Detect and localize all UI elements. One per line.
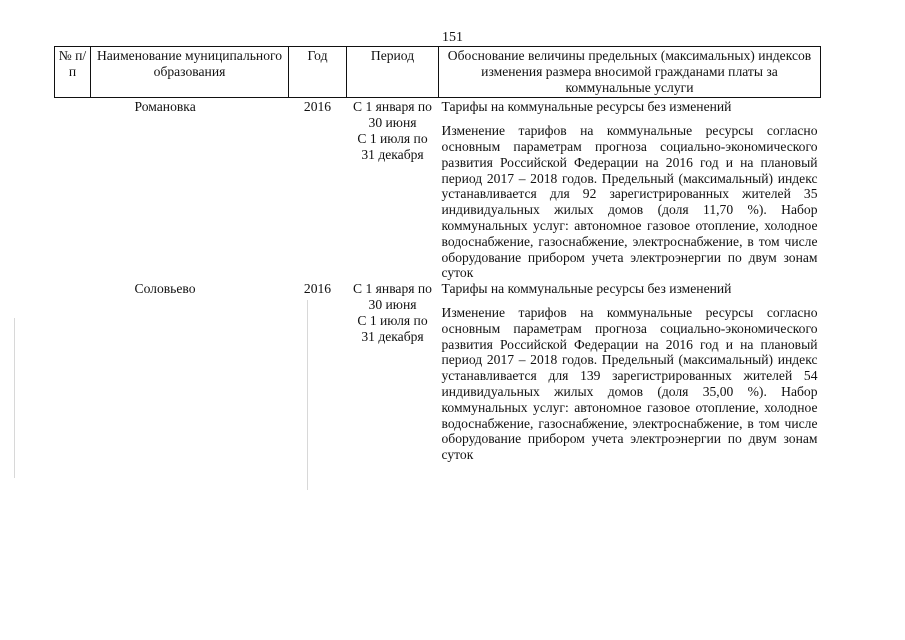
table-row bbox=[55, 281, 821, 463]
header-row bbox=[55, 47, 821, 98]
basis-second-half: Изменение тарифов на коммунальные ресурсы согласно основным параметрам прогноза социально-экономического развития Российской Федерации на 2016 год и на плановый период 2017 – 2018 годов. Предельный (максимальный) индекс устанавливается для 92 зарегистрированных жителей 35 индивидуальных жилых домов (доля 11,70 %). Набор коммунальных услуг: автономное газовое отопление, холодное водоснабжение, газоснабжение, электроснабжение, в том числе оборудование прибором учета электроэнергии по двум зонам суток bbox=[441, 123, 818, 281]
basis-first-half: Тарифы на коммунальные ресурсы без изменений bbox=[441, 99, 732, 115]
header-period: Период bbox=[347, 47, 439, 98]
header-basis: Обоснование величины предельных (максимальных) индексов изменения размера вносимой гражданами платы за коммунальные услуги bbox=[439, 47, 821, 98]
scan-artifact-left bbox=[14, 318, 15, 478]
basis-second-half: Изменение тарифов на коммунальные ресурсы согласно основным параметрам прогноза социально-экономического развития Российской Федерации на 2016 год и на плановый период 2017 – 2018 годов. Предельный (максимальный) индекс устанавливается для 139 зарегистрированных жителей 54 индивидуальных жилых домов (доля 35,00 %). Набор коммунальных услуг: автономное газовое отопление, холодное водоснабжение, газоснабжение, электроснабжение, в том числе оборудование прибором учета электроэнергии по двум зонам суток bbox=[441, 304, 818, 463]
row-year: 2016 bbox=[303, 281, 332, 297]
header-name: Наименование муниципального образования bbox=[91, 47, 289, 98]
table-body bbox=[55, 98, 821, 463]
municipality-name: Соловьево bbox=[134, 281, 196, 297]
tariff-table bbox=[54, 46, 821, 463]
period-first-half: С 1 января по 30 июня bbox=[353, 99, 432, 131]
period-second-half: С 1 июля по 31 декабря bbox=[357, 130, 428, 162]
table-header bbox=[55, 47, 821, 98]
row-num bbox=[55, 98, 91, 281]
table-row bbox=[55, 98, 821, 281]
basis-first-half: Тарифы на коммунальные ресурсы без изменений bbox=[441, 281, 732, 297]
row-periods bbox=[347, 281, 439, 463]
row-periods bbox=[347, 98, 439, 281]
row-basis bbox=[439, 281, 821, 463]
page-number: 151 bbox=[442, 30, 463, 45]
header-num: № п/п bbox=[55, 47, 91, 98]
header-year: Год bbox=[289, 47, 347, 98]
row-year: 2016 bbox=[303, 99, 332, 115]
period-first-half: С 1 января по 30 июня bbox=[353, 281, 432, 312]
row-basis bbox=[439, 98, 821, 281]
row-num bbox=[55, 281, 91, 463]
basis-gap bbox=[442, 115, 818, 123]
municipality-name: Романовка bbox=[134, 99, 196, 115]
scan-artifact-center bbox=[307, 300, 308, 490]
period-second-half: С 1 июля по 31 декабря bbox=[357, 312, 428, 344]
basis-gap bbox=[442, 297, 818, 305]
